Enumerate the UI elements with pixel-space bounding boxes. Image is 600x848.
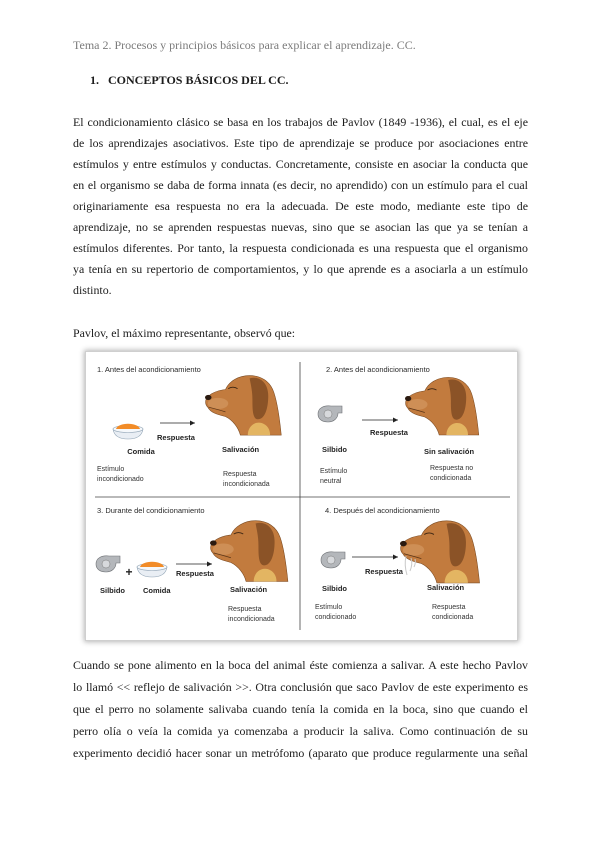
stimulus-label: Silbido (322, 584, 347, 593)
result-label: Salivación (427, 583, 465, 592)
figure-canvas (86, 352, 517, 640)
whistle-illustration (321, 552, 345, 568)
panel-title: 3. Durante del condicionamiento (97, 506, 205, 515)
arrow-label: Respuesta (176, 569, 214, 578)
dog-head-illustration (405, 377, 479, 435)
arrow-head (393, 555, 398, 560)
arrow-head (190, 421, 195, 426)
arrow-head (207, 562, 212, 567)
arrow-label: Respuesta (157, 433, 195, 442)
stimulus-label: Comida (127, 447, 155, 456)
section-number: 1. (90, 73, 99, 87)
food-bowl-illustration (113, 424, 143, 439)
result-label: Sin salivación (424, 447, 475, 456)
response-type-line: Respuesta (228, 606, 262, 613)
panel-2 (318, 365, 479, 485)
result-label: Salivación (222, 445, 260, 454)
dog-head-illustration (400, 521, 480, 583)
response-type-line: incondicionada (223, 481, 270, 488)
body-paragraph (73, 654, 528, 764)
paragraph-line: lo llamó << reflejo de salivación >>. Otra conclusión que saco Pavlov de este experimento es (73, 680, 528, 694)
observation-sentence: Pavlov, el máximo representante, observó que: (73, 326, 296, 340)
whistle-illustration (96, 556, 120, 572)
response-arrow (160, 421, 195, 426)
panel-title: 2. Antes del acondicionamiento (326, 365, 430, 374)
paragraph-line: experimento decidió hacer sonar un metrófomo (aparato que produce regularmente una señal (73, 746, 528, 760)
stimulus-label: Comida (143, 586, 171, 595)
paragraph-line: en el organismo se daba de forma innata (es decir, no aprendido) con un estímulo para el cual (73, 177, 528, 192)
paragraph-line: Cuando se pone alimento en la boca del animal éste comienza a salivar. A este hecho Pavlov (73, 658, 528, 672)
intro-paragraph (73, 112, 528, 301)
stimulus-type-line: Estímulo (97, 466, 125, 473)
paragraph-line: perro olía o veía la comida ya comenzaba a producir la saliva. Como continuación de su (73, 724, 528, 738)
arrow-label: Respuesta (365, 567, 403, 576)
stimulus-type-line: Estímulo (315, 604, 343, 611)
dog-head-illustration (205, 376, 281, 436)
plus-sign: + (125, 565, 133, 579)
response-type-line: incondicionada (228, 616, 275, 623)
panel-title: 4. Después del acondicionamiento (325, 506, 440, 515)
food-bowl-illustration (137, 562, 167, 577)
paragraph-line: originariamente esa respuesta no era la adecuada. De este modo, mediante este tipo de (73, 198, 528, 213)
paragraph-line: distinto. (73, 282, 112, 297)
arrow-label: Respuesta (370, 428, 408, 437)
paragraph-line: que el perro no solamente salivaba cuando tenía la comida en la boca, sino que cuando el (73, 702, 528, 716)
response-type-line: condicionada (432, 614, 474, 621)
section-title: CONCEPTOS BÁSICOS DEL CC. (108, 73, 289, 87)
stimulus-type-line: Estímulo (320, 468, 348, 475)
response-type-line: condicionada (430, 475, 472, 482)
response-arrow (176, 562, 212, 567)
stimulus-type-line: incondicionado (97, 476, 144, 483)
stimulus-label: Silbido (322, 445, 347, 454)
panel-3 (96, 506, 288, 623)
paragraph-line: de los aprendizajes asociativos. Este tipo de aprendizaje se produce por asociaciones entre (73, 135, 528, 150)
response-arrow (352, 555, 398, 560)
paragraph-line: estímulos diferentes. Por tanto, la respuesta condicionada es una respuesta que el organismo (73, 240, 528, 255)
response-type-line: Respuesta (432, 604, 466, 611)
panel-4 (315, 506, 480, 621)
dog-head-illustration (210, 521, 288, 582)
paragraph-line: El condicionamiento clásico se basa en los trabajos de Pavlov (1849 -1936), el cual, es el eje (73, 114, 528, 129)
paragraph-line: ya tenía en su repertorio de comportamientos, y lo que aprende es a asociarla a un estímulo (73, 261, 528, 276)
pavlov-conditioning-figure (86, 352, 517, 640)
response-type-line: Respuesta no (430, 465, 474, 472)
whistle-illustration (318, 406, 342, 422)
stimulus-type-line: neutral (320, 478, 342, 485)
stimulus-type-line: condicionado (315, 614, 357, 621)
stimulus-label: Silbido (100, 586, 125, 595)
panel-1 (97, 365, 281, 488)
result-label: Salivación (230, 585, 268, 594)
paragraph-line: aprendizaje, no se aprenden respuestas nuevas, sino que se asocian las que ya se tenían a (73, 219, 528, 234)
response-arrow (362, 418, 398, 423)
response-type-line: Respuesta (223, 471, 257, 478)
paragraph-line: estímulos y entre estímulos y conductas. Concretamente, consiste en asociar la conducta que (73, 156, 528, 171)
panel-title: 1. Antes del acondicionamiento (97, 365, 201, 374)
arrow-head (393, 418, 398, 423)
running-header: Tema 2. Procesos y principios básicos para explicar el aprendizaje. CC. (73, 38, 416, 52)
